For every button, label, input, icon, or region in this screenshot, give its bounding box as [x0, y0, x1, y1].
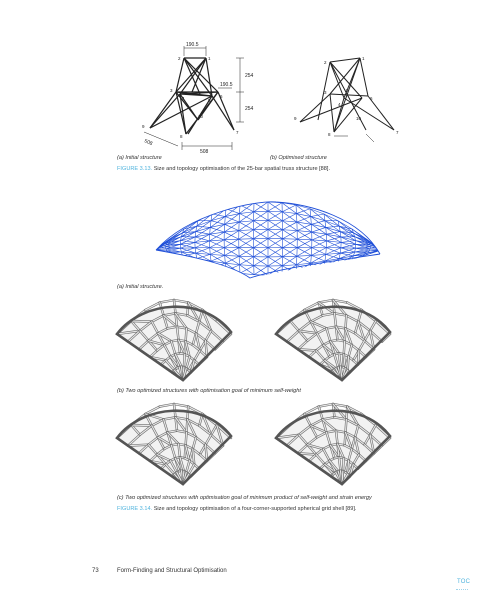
- dim-right-lower: 254: [245, 106, 254, 112]
- node-label: 3: [170, 88, 173, 93]
- fig314-caption-a: (a) Initial structure.: [117, 284, 164, 290]
- dim-base-left: 508: [143, 138, 154, 147]
- node-label: 9: [294, 116, 297, 121]
- node-label: 5: [208, 98, 211, 103]
- toc-underline: [456, 589, 468, 590]
- node-label: 3: [324, 90, 327, 95]
- node-label: 7: [236, 130, 239, 135]
- grid-shell-initial-drawing: [150, 198, 386, 280]
- fig313-label: FIGURE 3.13.: [117, 166, 153, 172]
- node-label: 5: [346, 88, 349, 93]
- fig314-caption-b: (b) Two optimized structures with optimisation goal of minimum self-weight: [117, 388, 301, 394]
- node-label: 4: [338, 102, 341, 107]
- fig314-text: Size and topology optimisation of a four-corner-supported spherical grid shell [89].: [153, 506, 357, 512]
- fig313-caption: [117, 166, 330, 172]
- page-number: 73: [92, 568, 99, 574]
- grid-shell-min-weight-2: [272, 294, 394, 386]
- fig314-caption: [117, 506, 356, 512]
- node-label: 1: [362, 56, 365, 61]
- running-title: Form-Finding and Structural Optimisation: [117, 568, 227, 574]
- dim-base-bottom: 508: [200, 149, 209, 154]
- dim-mid: 190.5: [220, 82, 233, 88]
- grid-shell-min-product-1: [113, 398, 235, 490]
- grid-shell-min-product-2: [272, 398, 394, 490]
- fig314-caption-c: (c) Two optimized structures with optimisation goal of minimum product of self-weight and strain energy: [117, 495, 372, 501]
- fig313-caption-b: (b) Optimised structure: [270, 155, 327, 161]
- node-label: 2: [178, 56, 181, 61]
- grid-shell-min-weight-1: [113, 294, 235, 386]
- node-label: 2: [324, 60, 327, 65]
- fig314-label: FIGURE 3.14.: [117, 506, 153, 512]
- node-label: 6: [220, 94, 223, 99]
- node-label: 7: [396, 130, 399, 135]
- node-label: 4: [182, 96, 185, 101]
- node-label: 9: [142, 124, 145, 129]
- toc-link[interactable]: TOC: [457, 579, 471, 585]
- dim-top: 190.5: [186, 42, 199, 48]
- fig313-text: Size and topology optimisation of the 25-bar spatial truss structure [88].: [153, 166, 331, 172]
- node-label: 6: [370, 96, 373, 101]
- truss-initial-drawing: [128, 42, 268, 154]
- node-label: 1: [208, 56, 211, 61]
- node-label: 10: [198, 114, 204, 119]
- node-label: 8: [328, 132, 331, 137]
- node-label: 10: [356, 116, 362, 121]
- node-label: 8: [180, 134, 183, 139]
- truss-optimised-drawing: [290, 50, 410, 150]
- dim-right-upper: 254: [245, 73, 254, 79]
- fig313-caption-a: (a) Initial structure: [117, 155, 162, 161]
